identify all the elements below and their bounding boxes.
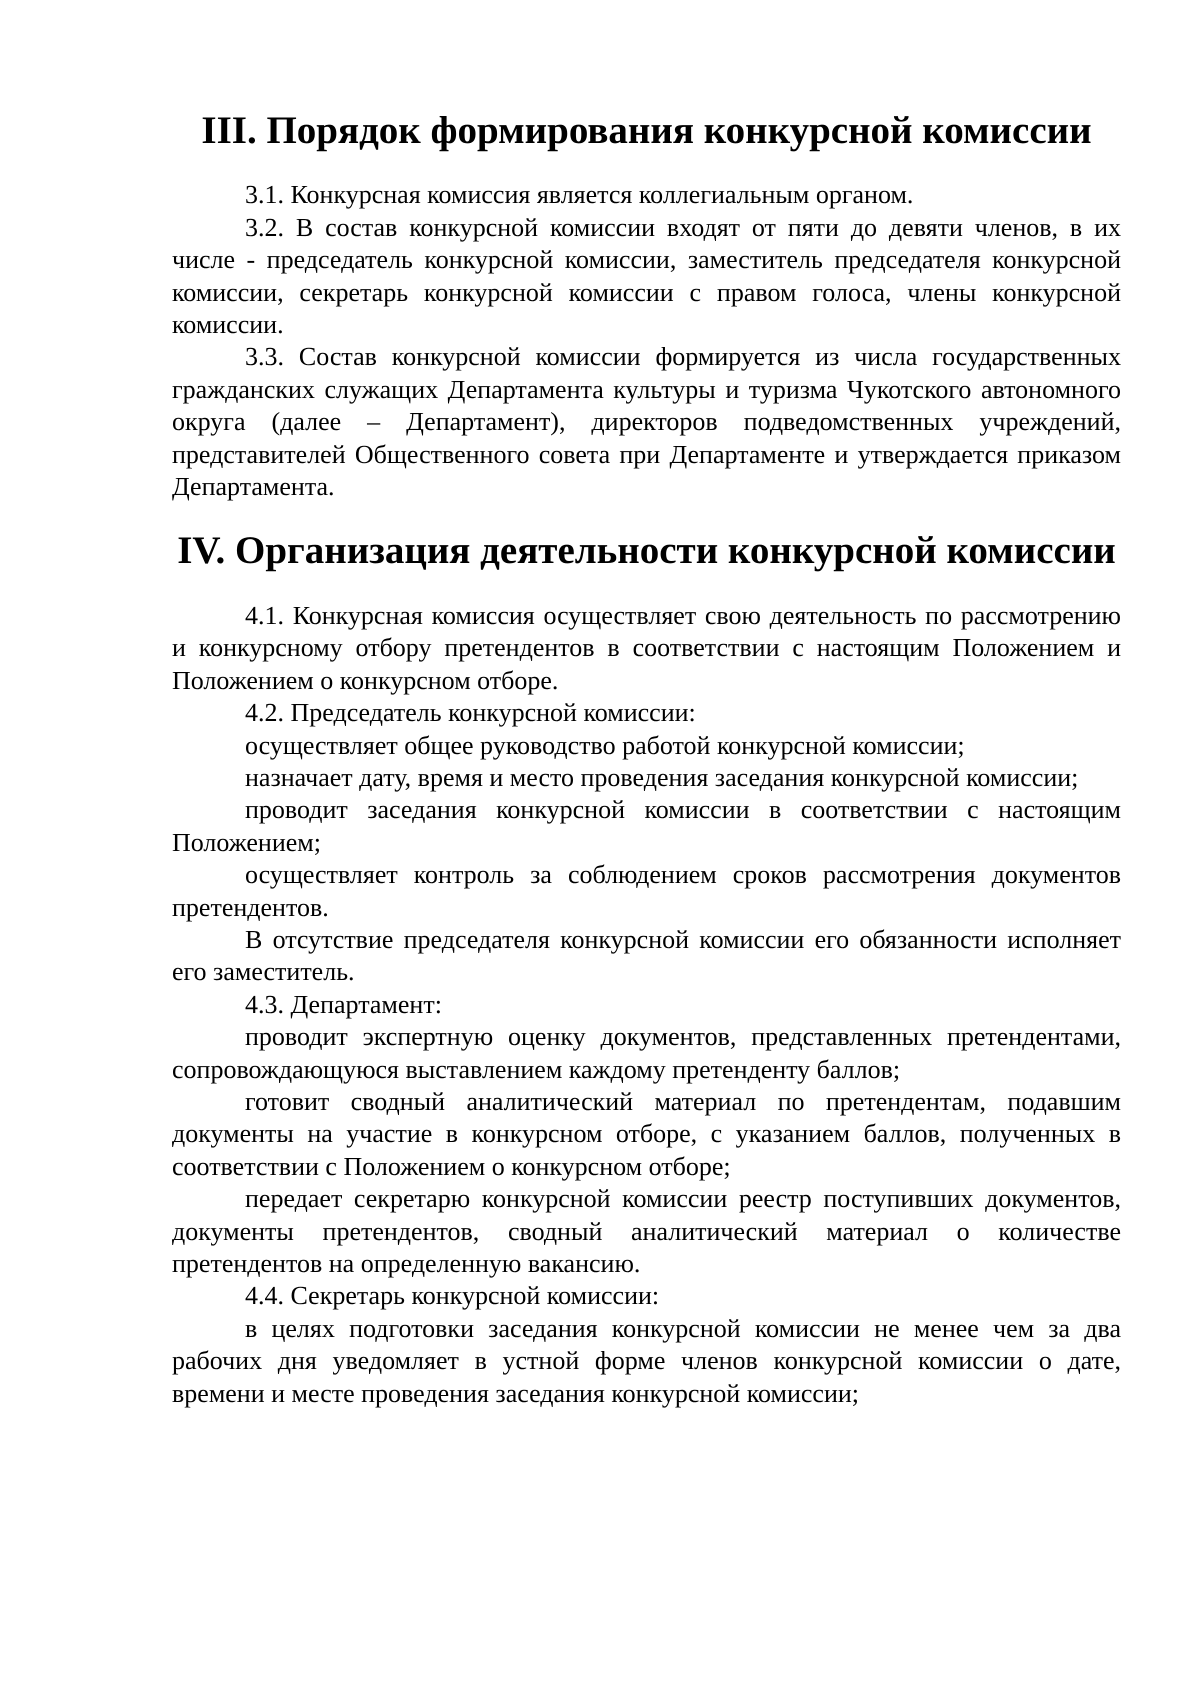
- list-item-department-duty-3: передает секретарю конкурсной комиссии реестр поступивших документов, документы претендентов, сводный аналитический материал о количестве претендентов на определенную вакансию.: [172, 1184, 1121, 1278]
- list-item-department-duty-2: готовит сводный аналитический материал по претендентам, подавшим документы на участие в конкурсном отборе, с указанием баллов, полученных в соответствии с Положением о конкурсном отборе;: [172, 1086, 1121, 1181]
- list-item-chair-duty-4: осуществляет контроль за соблюдением сроков рассмотрения документов претендентов.: [172, 860, 1121, 922]
- paragraph-3-2: 3.2. В состав конкурсной комиссии входят от пяти до девяти членов, в их числе - председатель конкурсной комиссии, заместитель председателя конкурсной комиссии, секретарь конкурсной комиссии с правом голоса, члены конкурсной комиссии.: [172, 212, 1121, 340]
- section-4-heading: IV. Организация деятельности конкурсной комиссии: [177, 529, 1116, 573]
- paragraph-deputy: В отсутствие председателя конкурсной комиссии его обязанности исполняет его заместитель.: [172, 924, 1121, 987]
- list-item-secretary-duty-1: в целях подготовки заседания конкурсной комиссии не менее чем за два рабочих дня уведомляет в устной форме членов конкурсной комиссии о дате, времени и месте проведения заседания конкурсной комиссии;: [172, 1313, 1121, 1408]
- paragraph-4-3: 4.3. Департамент:: [245, 989, 442, 1019]
- document-page: [172, 109, 1121, 1410]
- list-item-department-duty-1: проводит экспертную оценку документов, представленных претендентами, сопровождающуюся выставлением каждому претенденту баллов;: [172, 1022, 1121, 1084]
- paragraph-4-4: 4.4. Секретарь конкурсной комиссии:: [245, 1281, 660, 1311]
- paragraph-4-2: 4.2. Председатель конкурсной комиссии:: [245, 698, 696, 728]
- paragraph-4-1: 4.1. Конкурсная комиссия осуществляет свою деятельность по рассмотрению и конкурсному отбору претендентов в соответствии с настоящим Положением и Положением о конкурсном отборе.: [172, 600, 1121, 695]
- paragraph-3-1: 3.1. Конкурсная комиссия является коллегиальным органом.: [245, 180, 914, 210]
- paragraph-3-3: 3.3. Состав конкурсной комиссии формируется из числа государственных гражданских служащих Департамента культуры и туризма Чукотского автономного округа (далее – Департамент), директоров подведомственных учреждений, представителей Общественного совета при Департаменте и утверждается приказом Департамента.: [172, 342, 1121, 502]
- section-3-heading: III. Порядок формирования конкурсной комиссии: [201, 109, 1092, 152]
- list-item-chair-duty-3: проводит заседания конкурсной комиссии в соответствии с настоящим Положением;: [172, 795, 1121, 857]
- list-item-chair-duty-2: назначает дату, время и место проведения заседания конкурсной комиссии;: [245, 762, 1079, 792]
- list-item-chair-duty-1: осуществляет общее руководство работой конкурсной комиссии;: [245, 730, 965, 760]
